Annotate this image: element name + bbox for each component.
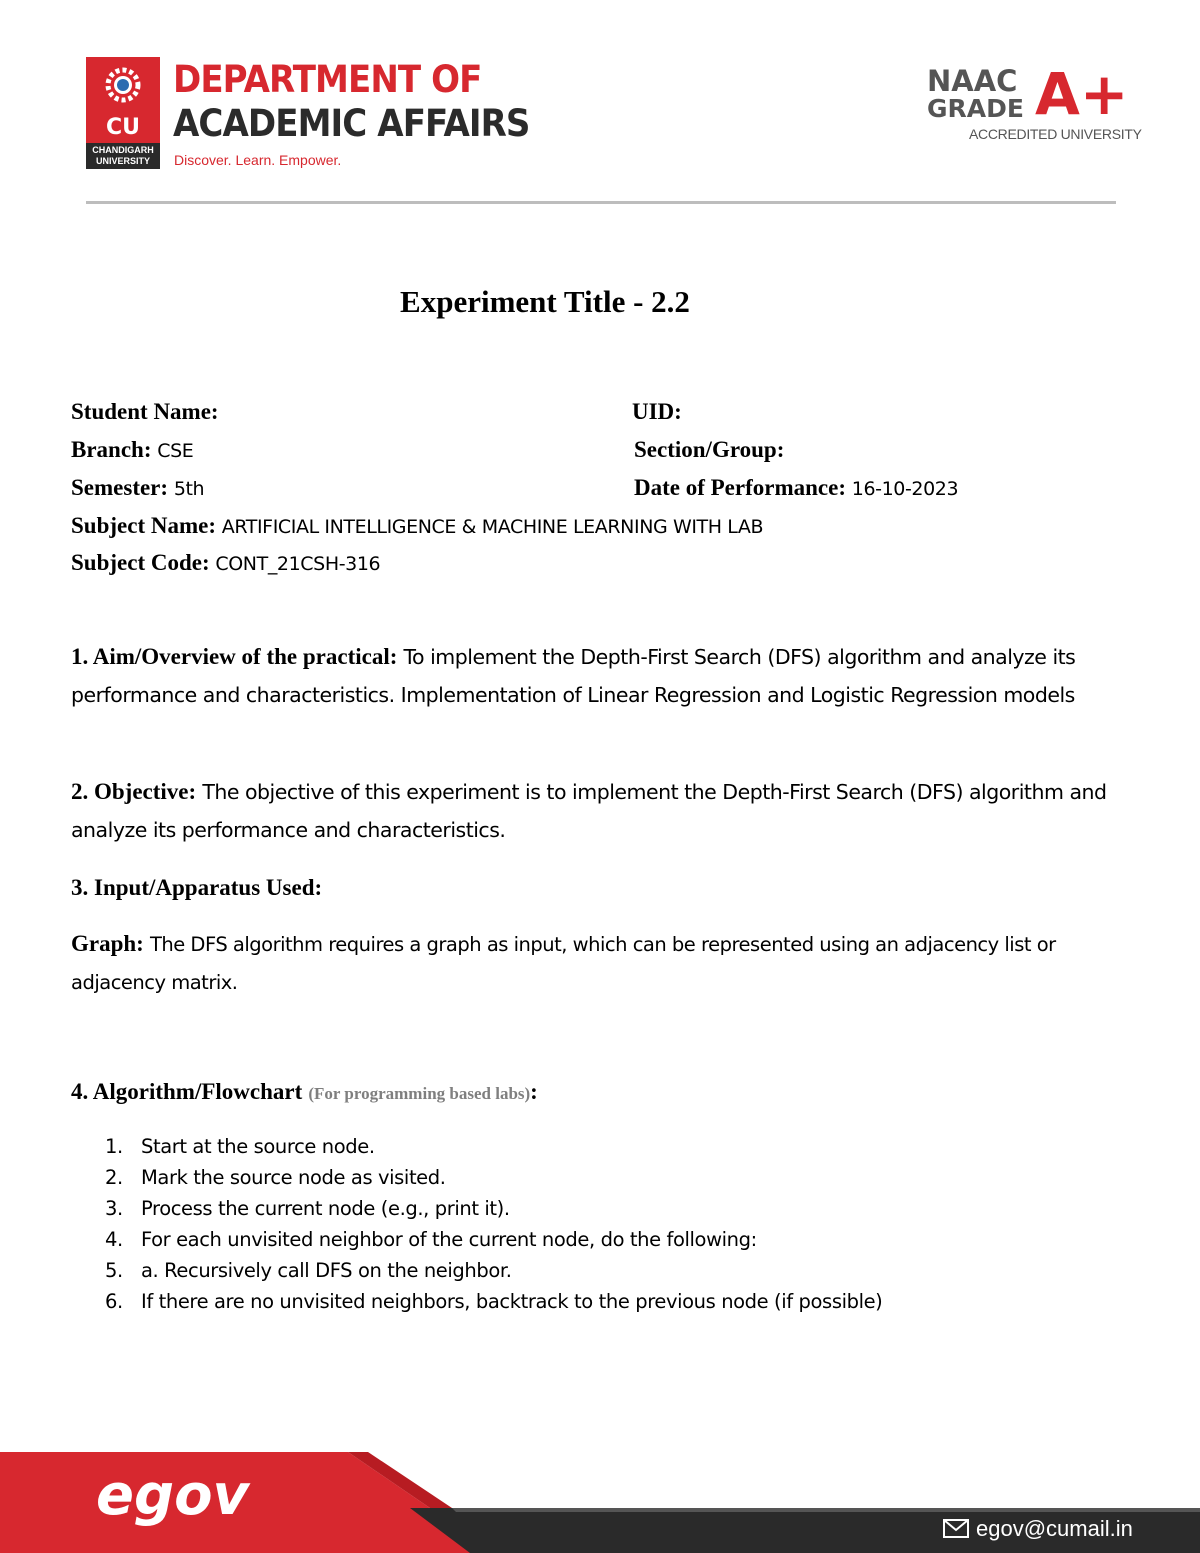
header-divider	[86, 201, 1116, 204]
algorithm-section	[71, 1073, 1131, 1113]
footer-email: egov@cumail.in	[976, 1516, 1133, 1541]
date-value: 16-10-2023	[851, 478, 959, 500]
naac-text: NAAC	[927, 64, 1018, 98]
input-heading: 3. Input/Apparatus Used:	[71, 875, 323, 900]
subject-name-value: ARTIFICIAL INTELLIGENCE & MACHINE LEARNING WITH LAB	[221, 516, 764, 538]
list-item: 1. Start at the source node.	[105, 1135, 375, 1158]
semester-label: Semester:	[71, 475, 169, 500]
aim-section	[71, 638, 1131, 714]
department-title-line2: ACADEMIC AFFAIRS	[173, 102, 530, 145]
naac-badge	[927, 60, 1142, 146]
objective-section	[71, 773, 1131, 849]
objective-text: The objective of this experiment is to implement the Depth-First Search (DFS) algorithm and analyze its performance and characteristics.	[71, 780, 1107, 842]
algorithm-steps	[71, 1131, 882, 1317]
logo-text: CU	[105, 115, 140, 140]
student-name-field	[71, 399, 219, 425]
date-field	[634, 475, 958, 501]
input-section	[71, 869, 1131, 907]
graph-text: The DFS algorithm requires a graph as input, which can be represented using an adjacency list or adjacency matrix.	[71, 933, 1056, 994]
subject-code-label: Subject Code:	[71, 550, 210, 575]
footer-brand: egov	[96, 1463, 250, 1528]
tagline: Discover. Learn. Empower.	[174, 152, 342, 168]
student-name-label: Student Name:	[71, 399, 219, 424]
gear-emblem-icon	[101, 63, 145, 107]
naac-grade: A+	[1035, 60, 1129, 128]
graph-label: Graph:	[71, 931, 144, 956]
graph-section	[71, 925, 1131, 1001]
aim-text: To implement the Depth-First Search (DFS) algorithm and analyze its performance and characteristics. Implementation of Linear Regression and Logistic Regression models	[71, 645, 1076, 707]
logo-subtext: CHANDIGARH UNIVERSITY	[86, 143, 160, 169]
list-item: 2. Mark the source node as visited.	[105, 1166, 446, 1189]
subject-code-field	[71, 550, 380, 576]
algorithm-colon: :	[530, 1079, 538, 1104]
naac-accredited-text: ACCREDITED UNIVERSITY	[969, 126, 1142, 142]
university-logo	[86, 57, 160, 169]
algorithm-note: (For programming based labs)	[308, 1084, 531, 1103]
algorithm-heading: 4. Algorithm/Flowchart	[71, 1079, 303, 1104]
list-item: 4. For each unvisited neighbor of the current node, do the following:	[105, 1228, 757, 1251]
uid-label: UID:	[632, 399, 682, 424]
uid-field	[632, 399, 682, 425]
list-item: 5. a. Recursively call DFS on the neighbor.	[105, 1259, 512, 1282]
subject-name-field	[71, 513, 763, 539]
semester-value: 5th	[173, 478, 205, 500]
semester-field	[71, 475, 204, 501]
branch-value: CSE	[157, 440, 194, 462]
branch-label: Branch:	[71, 437, 152, 462]
experiment-title: Experiment Title - 2.2	[400, 284, 690, 319]
section-field	[634, 437, 784, 463]
branch-field	[71, 437, 193, 463]
naac-grade-text: GRADE	[927, 94, 1024, 123]
date-label: Date of Performance:	[634, 475, 846, 500]
department-title-line1: DEPARTMENT OF	[173, 58, 482, 101]
subject-name-label: Subject Name:	[71, 513, 216, 538]
subject-code-value: CONT_21CSH-316	[215, 553, 381, 575]
footer-banner	[0, 1452, 1200, 1553]
aim-heading: 1. Aim/Overview of the practical:	[71, 644, 398, 669]
section-label: Section/Group:	[634, 437, 785, 462]
list-item: 3. Process the current node (e.g., print it).	[105, 1197, 510, 1220]
list-item: 6. If there are no unvisited neighbors, backtrack to the previous node (if possible)	[105, 1290, 883, 1313]
objective-heading: 2. Objective:	[71, 779, 197, 804]
